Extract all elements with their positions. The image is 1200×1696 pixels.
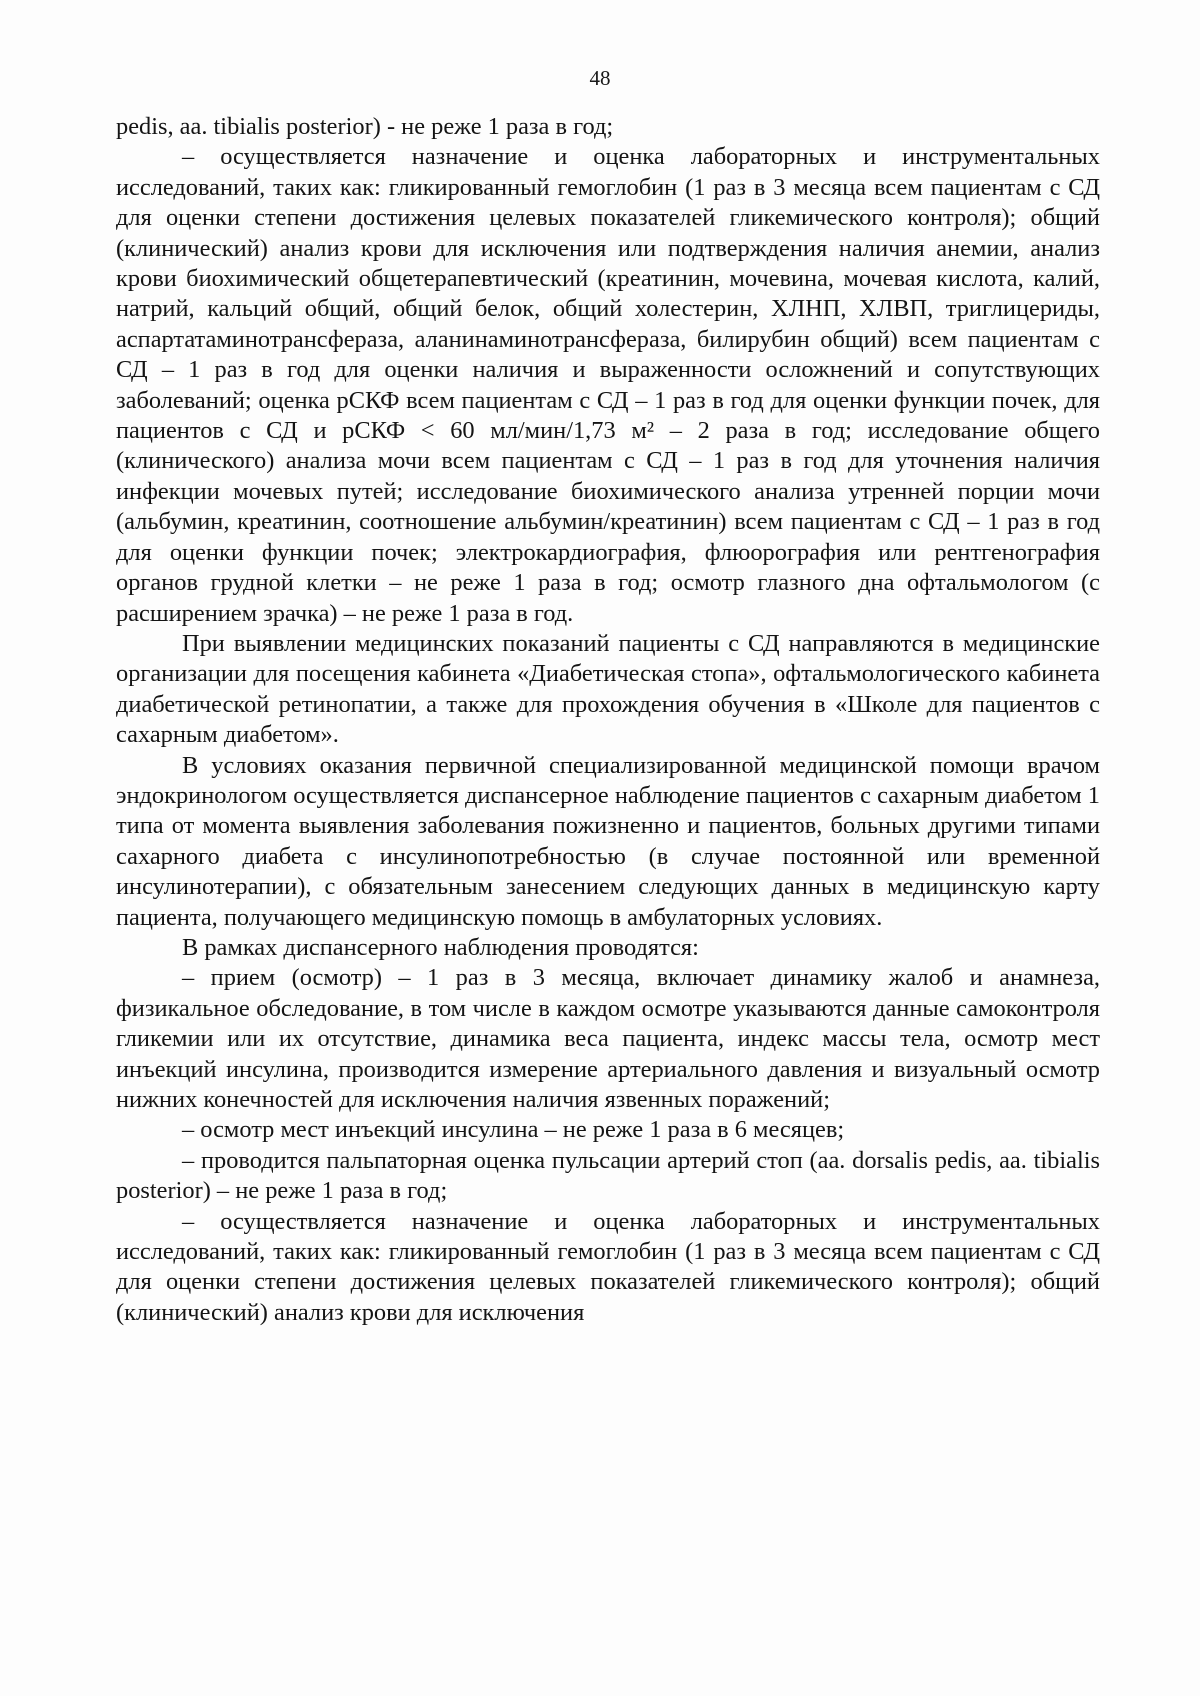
- paragraph: – осуществляется назначение и оценка лабораторных и инструментальных исследований, таких как: гликированный гемоглобин (1 раз в 3 месяца всем пациентам с СД для оценки степени достижения целевых показателей гликемического контроля); общий (клинический) анализ крови для исключения или подтверждения наличия анемии, анализ крови биохимический общетерапевтический (креатинин, мочевина, мочевая кислота, калий, натрий, кальций общий, общий белок, общий холестерин, ХЛНП, ХЛВП, триглицериды, аспартатаминотрансфераза, аланинаминотрансфераза, билирубин общий) всем пациентам с СД – 1 раз в год для оценки наличия и выраженности осложнений и сопутствующих заболеваний; оценка рСКФ всем пациентам с СД – 1 раз в год для оценки функции почек, для пациентов с СД и рСКФ < 60 мл/мин/1,73 м² – 2 раза в год; исследование общего (клинического) анализа мочи всем пациентам с СД – 1 раз в год для уточнения наличия инфекции мочевых путей; исследование биохимического анализа утренней порции мочи (альбумин, креатинин, соотношение альбумин/креатинин) всем пациентам с СД – 1 раз в год для оценки функции почек; электрокардиография, флюорография или рентгенография органов грудной клетки – не реже 1 раза в год; осмотр глазного дна офтальмологом (с расширением зрачка) – не реже 1 раза в год.: [116, 143, 1100, 627]
- paragraph: – осуществляется назначение и оценка лабораторных и инструментальных исследований, таких как: гликированный гемоглобин (1 раз в 3 месяца всем пациентам с СД для оценки степени достижения целевых показателей гликемического контроля); общий (клинический) анализ крови для исключения: [116, 1207, 1100, 1326]
- paragraph: В условиях оказания первичной специализированной медицинской помощи врачом эндокринологом осуществляется диспансерное наблюдение пациентов с сахарным диабетом 1 типа от момента выявления заболевания пожизненно и пациентов, больных другими типами сахарного диабета с инсулинопотребностью (в случае постоянной или временной инсулинотерапии), с обязательным занесением следующих данных в медицинскую карту пациента, получающего медицинскую помощь в амбулаторных условиях.: [116, 751, 1100, 931]
- page-number: 48: [589, 66, 611, 90]
- paragraph: – прием (осмотр) – 1 раз в 3 месяца, включает динамику жалоб и анамнеза, физикальное обследование, в том числе в каждом осмотре указываются данные самоконтроля гликемии или их отсутствие, динамика веса пациента, индекс массы тела, осмотр мест инъекций инсулина, производится измерение артериального давления и визуальный осмотр нижних конечностей для исключения наличия язвенных поражений;: [116, 964, 1100, 1113]
- paragraph: pedis, aa. tibialis posterior) - не реже 1 раза в год;: [116, 113, 614, 140]
- document-body: [116, 112, 1100, 1328]
- paragraph: При выявлении медицинских показаний пациенты с СД направляются в медицинские организации для посещения кабинета «Диабетическая стопа», офтальмологического кабинета диабетической ретинопатии, а также для прохождения обучения в «Школе для пациентов с сахарным диабетом».: [116, 629, 1100, 749]
- paragraph: – осмотр мест инъекций инсулина – не реже 1 раза в 6 месяцев;: [182, 1116, 845, 1144]
- paragraph: В рамках диспансерного наблюдения проводятся:: [182, 933, 699, 961]
- paragraph: – проводится пальпаторная оценка пульсации артерий стоп (aa. dorsalis pedis, aa. tibialis posterior) – не реже 1 раза в год;: [116, 1146, 1100, 1205]
